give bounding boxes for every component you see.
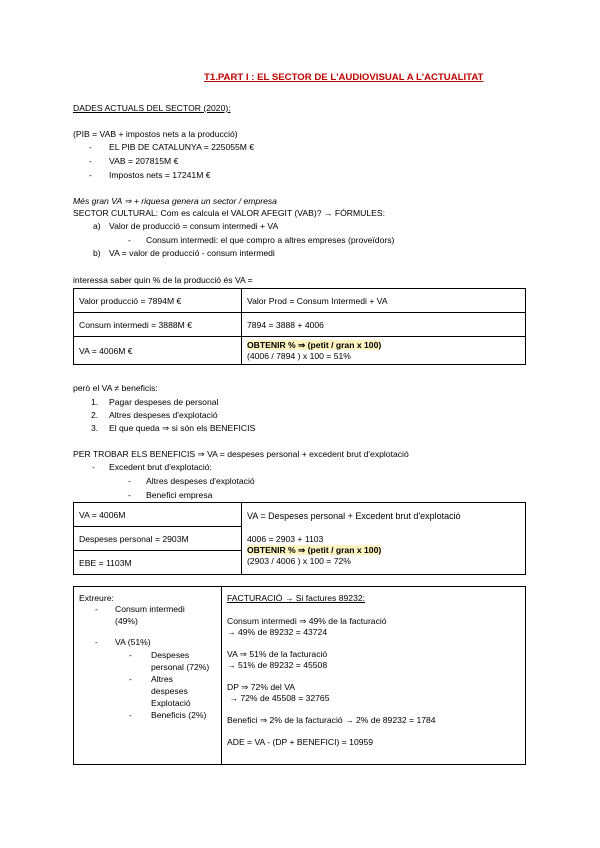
formula-a: Valor de producció = consum intermedi + VA: [109, 221, 279, 231]
sub-dash: -: [129, 650, 132, 660]
cell-formula-valor-prod: Valor Prod = Consum Intermedi + VA: [242, 289, 526, 313]
fact-line-dp-calc: → 72% de 45508 = 32765: [227, 693, 330, 703]
sub-dash: -: [129, 710, 132, 720]
item-despeses-personal: Pagar despeses de personal: [109, 397, 219, 407]
table-valor-produccio: [73, 288, 526, 365]
extreure-beneficis: Beneficis (2%): [151, 710, 207, 720]
cell-ebe: EBE = 1103M: [74, 551, 242, 575]
cell-percentage: [242, 337, 526, 365]
bullet-vab: VAB = 207815M €: [109, 156, 179, 166]
extreure-despeses-2: personal (72%): [151, 662, 210, 672]
cell-facturacio: [222, 587, 526, 765]
extreure-despeses-1: Despeses: [151, 650, 190, 660]
extreure-label: Extreure:: [79, 593, 114, 603]
extreure-consum: Consum intermedi: [115, 604, 185, 614]
consum-intermedi-def: Consum intermedi: el que compro a altres empreses (proveïdors): [146, 235, 395, 245]
document-title: T1.PART I : EL SECTOR DE L'AUDIOVISUAL A L'ACTUALITAT: [204, 72, 484, 83]
cell-extreure: [74, 587, 222, 765]
italic-note: Més gran VA ⇒ + riquesa genera un sector / empresa: [73, 196, 277, 206]
list-marker-a: a): [93, 221, 101, 231]
sub-dash: -: [92, 462, 95, 472]
num-1: 1.: [91, 397, 99, 407]
sub-dash: -: [128, 235, 131, 245]
obtenir-percent-highlight: OBTENIR % ⇒ (petit / gran x 100): [247, 339, 382, 350]
sub-dash: -: [128, 490, 131, 500]
fact-line-va-calc: → 51% de 89232 = 45508: [227, 660, 328, 670]
pib-formula: (PIB = VAB + impostos nets a la producció): [73, 129, 238, 139]
formula-b: VA = valor de producció - consum intermedi: [109, 248, 275, 258]
fact-line-va: VA ⇒ 51% de la facturació: [227, 649, 328, 659]
interessa-line: interessa saber quin % de la producció és VA =: [73, 275, 253, 285]
percent-calc: (4006 / 7894 ) x 100 = 51%: [247, 350, 351, 361]
ebe-item-benefici: Benefici empresa: [146, 490, 213, 500]
cell-despeses-personal: Despeses personal = 2903M: [74, 527, 242, 551]
table-beneficis: [73, 502, 526, 575]
list-marker-b: b): [93, 248, 101, 258]
num-3: 3.: [91, 423, 99, 433]
fact-line-dp: DP ⇒ 72% del VA: [227, 682, 296, 692]
percent-calc-2: (2903 / 4006 ) x 100 = 72%: [247, 556, 351, 566]
extreure-va: VA (51%): [115, 637, 151, 647]
sub-dash: -: [128, 476, 131, 486]
sector-cultural-line: SECTOR CULTURAL: Com es calcula el VALOR AFEGIT (VAB)? → FÓRMULES:: [73, 208, 385, 218]
item-beneficis: El que queda ⇒ si són els BENEFICIS: [109, 423, 256, 433]
obtenir-percent-highlight-2: OBTENIR % ⇒ (petit / gran x 100): [247, 545, 382, 555]
per-trobar-beneficis: PER TROBAR ELS BENEFICIS ⇒ VA = despeses personal + excedent brut d'explotació: [73, 449, 409, 459]
formula-va-despeses: VA = Despeses personal + Excedent brut d'explotació: [247, 511, 461, 521]
cell-consum-intermedi: Consum intermedi = 3888M €: [74, 313, 242, 337]
extreure-consum-pct: (49%): [115, 616, 138, 626]
extreure-altres-3: Explotació: [151, 698, 191, 708]
fact-line-consum-calc: → 49% de 89232 = 43724: [227, 627, 328, 637]
item-altres-despeses: Altres despeses d'explotació: [109, 410, 218, 420]
bullet-impostos: Impostos nets = 17241M €: [109, 170, 211, 180]
sub-dash: -: [95, 637, 98, 647]
fact-line-ade: ADE = VA - (DP + BENEFICI) = 10959: [227, 737, 374, 747]
sub-dash: -: [129, 674, 132, 684]
bullet-dash: -: [89, 142, 92, 152]
extreure-altres-1: Altres: [151, 674, 173, 684]
table-facturacio: [73, 586, 526, 765]
bullet-dash: -: [89, 156, 92, 166]
cell-formula-numbers: 7894 = 3888 + 4006: [242, 313, 526, 337]
ebe-label: Excedent brut d'explotació:: [109, 462, 212, 472]
extreure-altres-2: despeses: [151, 686, 188, 696]
fact-line-benefici: Benefici ⇒ 2% de la facturació → 2% de 89232 = 1784: [227, 715, 436, 725]
cell-valor-produccio: Valor producció = 7894M €: [74, 289, 242, 313]
cell-va: VA = 4006M €: [74, 337, 242, 365]
facturacio-heading: FACTURACIÓ → Si factures 89232:: [227, 593, 366, 603]
sub-dash: -: [95, 604, 98, 614]
cell-beneficis-formula: [242, 503, 526, 575]
num-2: 2.: [91, 410, 99, 420]
cell-va-2: VA = 4006M: [74, 503, 242, 527]
ebe-item-altres: Altres despeses d'explotació: [146, 476, 255, 486]
fact-line-consum: Consum intermedi ⇒ 49% de la facturació: [227, 616, 387, 626]
formula-numbers-2: 4006 = 2903 + 1103: [247, 534, 324, 544]
bullet-dash: -: [89, 170, 92, 180]
bullet-pib: EL PIB DE CATALUNYA = 225055M €: [109, 142, 255, 152]
va-not-beneficis: però el VA ≠ beneficis:: [73, 383, 158, 393]
section-heading-dades: DADES ACTUALS DEL SECTOR (2020):: [73, 103, 231, 113]
